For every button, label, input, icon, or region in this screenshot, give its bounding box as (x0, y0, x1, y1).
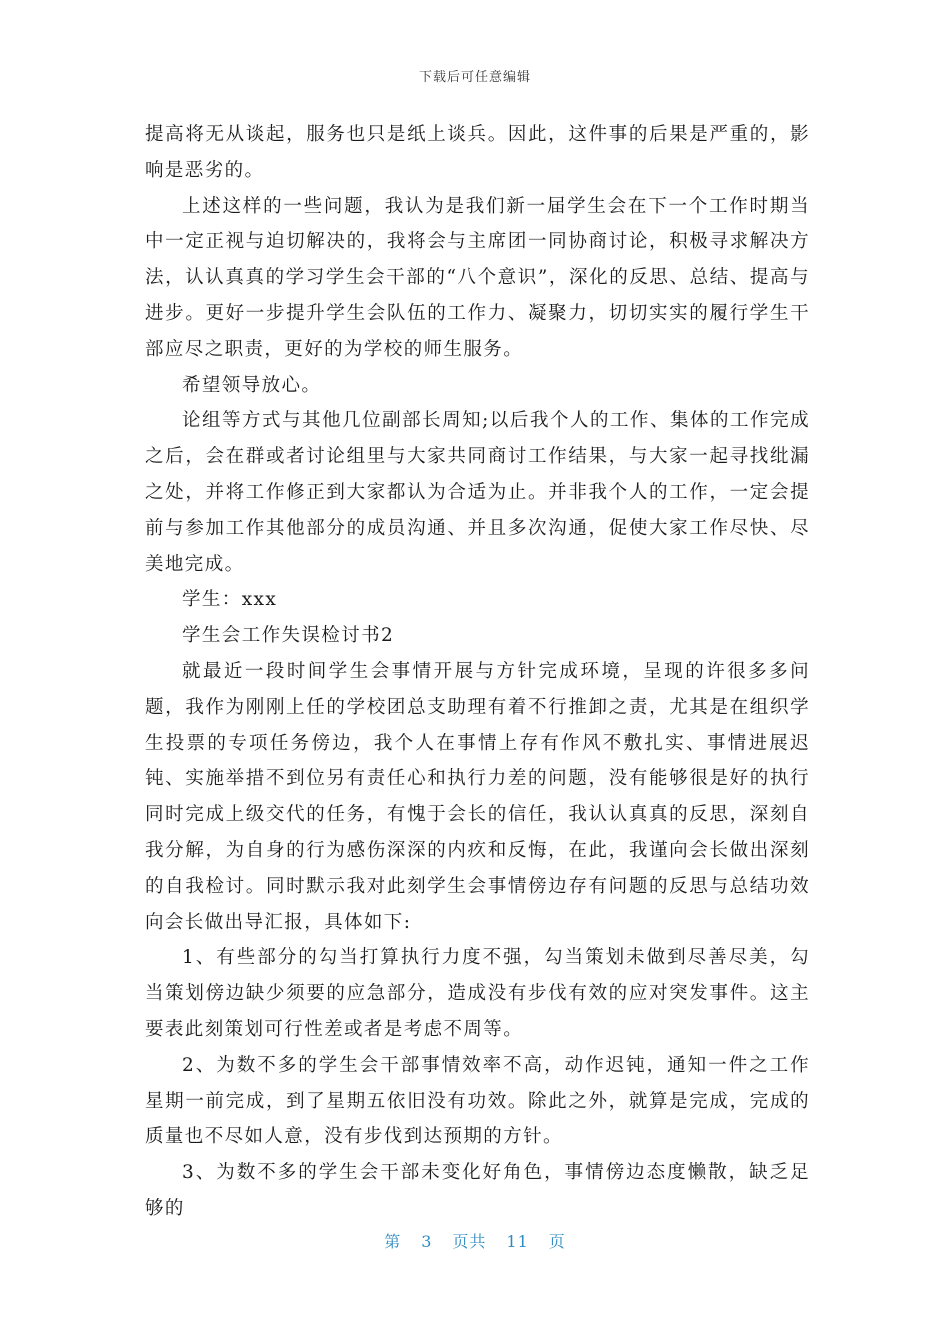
list-item: 3、为数不多的学生会干部未变化好角色，事情傍边态度懒散，缺乏足够的 (145, 1162, 810, 1219)
current-page-number: 3 (421, 1232, 433, 1251)
page-prefix: 第 (384, 1232, 402, 1251)
section-title: 学生会工作失误检讨书2 (182, 625, 395, 647)
download-note: 下载后可任意编辑 (418, 70, 531, 85)
paragraph: 希望领导放心。 (182, 374, 322, 396)
paragraph: 上述这样的一些问题，我认为是我们新一届学生会在下一个工作时期当中一定正视与迫切解决的，我将会与主席团一同协商讨论，积极寻求解决方法，认认真真的学习学生会干部的“八个意识”，深化的反思、总结、提高与进步。更好一步提升学生会队伍的工作力、凝聚力，切切实实的履行学生干部应尽之职责，更好的为学校的师生服务。 (145, 195, 810, 360)
signature-line: 学生：xxx (182, 589, 278, 611)
paragraph: 提高将无从谈起，服务也只是纸上谈兵。因此，这件事的后果是严重的，影响是恶劣的。 (145, 124, 810, 181)
page-suffix: 页 (548, 1232, 566, 1251)
paragraph: 论组等方式与其他几位副部长周知;以后我个人的工作、集体的工作完成之后，会在群或者讨论组里与大家共同商讨工作结果，与大家一起寻找纰漏之处，并将工作修正到大家都认为合适为止。并非我个人的工作，一定会提前与参加工作其他部分的成员沟通、并且多次沟通，促使大家工作尽快、尽美地完成。 (145, 410, 810, 575)
list-item: 2、为数不多的学生会干部事情效率不高，动作迟钝，通知一件之工作星期一前完成，到了星期五依旧没有功效。除此之外，就算是完成，完成的质量也不尽如人意，没有步伐到达预期的方针。 (145, 1054, 810, 1148)
paragraph: 就最近一段时间学生会事情开展与方针完成环境，呈现的许很多多问题，我作为刚刚上任的学校团总支助理有着不行推卸之责，尤其是在组织学生投票的专项任务傍边，我个人在事情上存有作风不敷扎实、事情进展迟钝、实施举措不到位另有责任心和执行力差的问题，没有能够很是好的执行同时完成上级交代的任务，有愧于会长的信任，我认认真真的反思，深刻自我分解，为自身的行为感伤深深的内疚和反悔，在此，我谨向会长做出深刻的自我检讨。同时默示我对此刻学生会事情傍边存有问题的反思与总结功效向会长做出导汇报，具体如下: (145, 660, 810, 933)
total-pages-number: 11 (506, 1232, 529, 1251)
document-body (145, 117, 810, 1227)
page-indicator (0, 1229, 950, 1252)
list-item: 1、有些部分的勾当打算执行力度不强，勾当策划未做到尽善尽美，勾当策划傍边缺少须要的应急部分，造成没有步伐有效的应对突发事件。这主要表此刻策划可行性差或者是考虑不周等。 (145, 947, 810, 1040)
page-middle: 页共 (452, 1232, 487, 1251)
